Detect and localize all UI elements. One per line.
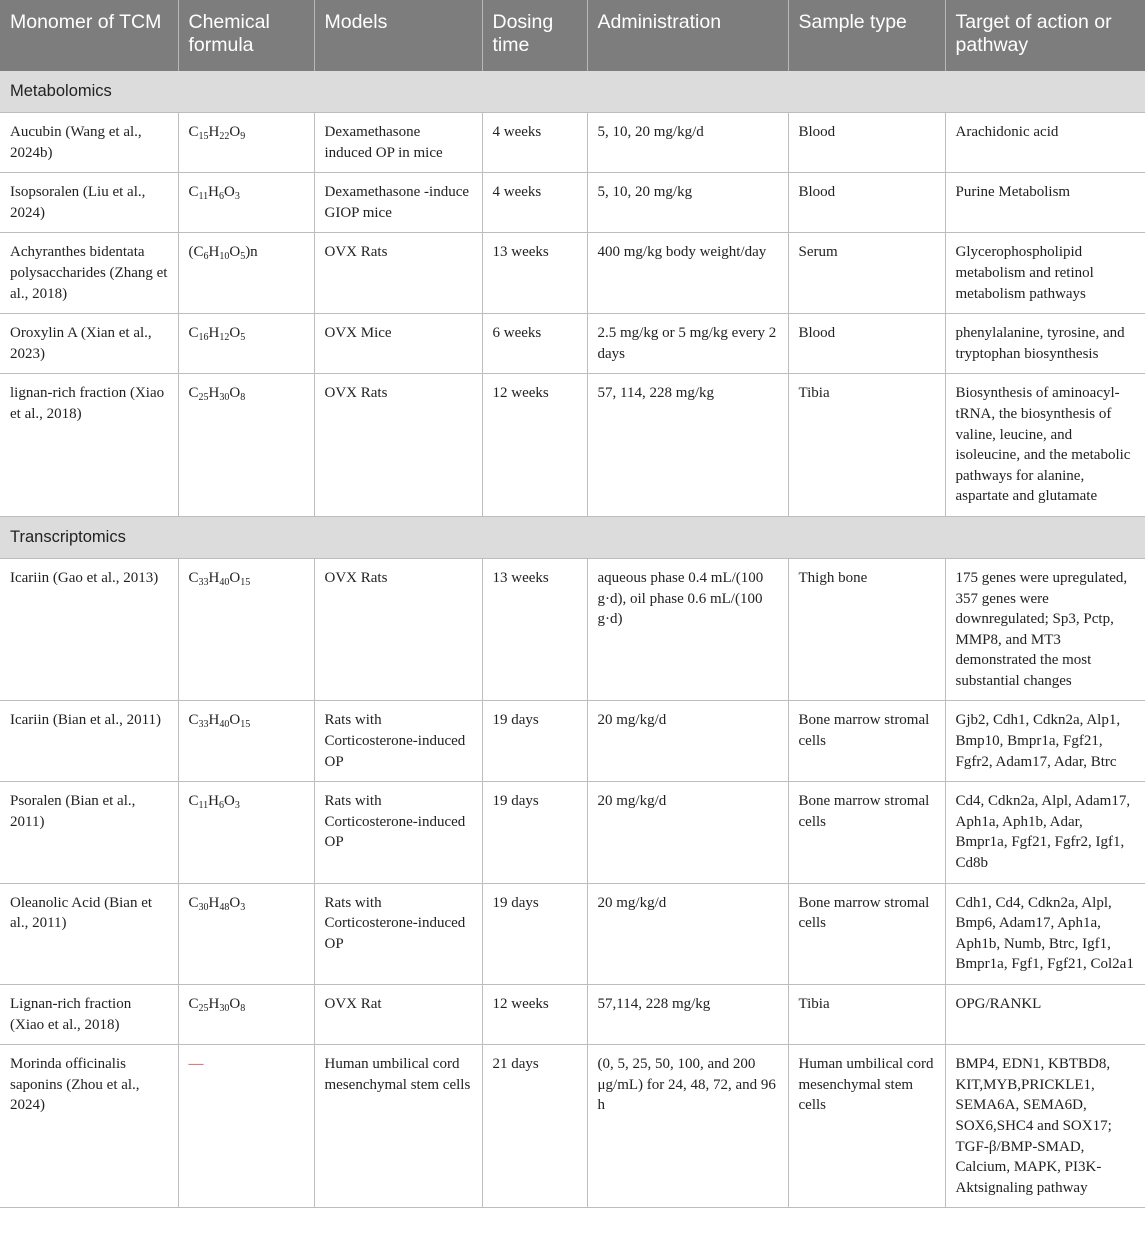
header-chemical-formula: Chemical formula — [178, 0, 314, 71]
formula-element: H — [208, 793, 219, 810]
formula-subscript: 48 — [219, 901, 230, 913]
formula-element: O — [229, 569, 241, 586]
formula-element: C — [188, 712, 199, 729]
cell-monomer: Icariin (Bian et al., 2011) — [0, 701, 178, 782]
cell-models: Dexamethasone -induce GIOP mice — [314, 173, 482, 233]
header-dosing-time: Dosing time — [482, 0, 587, 71]
cell-models: Rats with Corticosterone-induced OP — [314, 701, 482, 782]
section-title: Metabolomics — [0, 71, 1145, 113]
cell-target: BMP4, EDN1, KBTBD8, KIT,MYB,PRICKLE1, SEMA6A, SEMA6D, SOX6,SHC4 and SOX17; TGF-β/BMP-SMAD, Calcium, MAPK, PI3K-Aktsignaling pathway — [945, 1045, 1145, 1208]
cell-administration: 57, 114, 228 mg/kg — [587, 374, 788, 517]
cell-chemical-formula — [178, 113, 314, 173]
cell-chemical-formula — [178, 558, 314, 701]
formula-subscript: 40 — [219, 719, 230, 731]
formula-element: O — [229, 712, 241, 729]
formula-subscript: 6 — [203, 251, 209, 263]
table-row — [0, 374, 1145, 517]
cell-dosing-time: 12 weeks — [482, 374, 587, 517]
cell-dosing-time: 4 weeks — [482, 173, 587, 233]
cell-sample-type: Blood — [788, 113, 945, 173]
formula-subscript: 11 — [198, 191, 209, 203]
formula-element: H — [208, 712, 220, 729]
header-models: Models — [314, 0, 482, 71]
cell-models: Rats with Corticosterone-induced OP — [314, 883, 482, 984]
table-row — [0, 1045, 1145, 1208]
cell-sample-type: Serum — [788, 233, 945, 314]
cell-monomer: Aucubin (Wang et al., 2024b) — [0, 113, 178, 173]
formula-element: H — [208, 569, 220, 586]
formula-element: C — [188, 569, 199, 586]
cell-chemical-formula — [178, 782, 314, 883]
cell-administration: 2.5 mg/kg or 5 mg/kg every 2 days — [587, 314, 788, 374]
formula-subscript: 8 — [240, 392, 246, 404]
cell-models: OVX Rats — [314, 233, 482, 314]
cell-chemical-formula — [178, 233, 314, 314]
formula-element: O — [229, 894, 241, 911]
cell-models: Rats with Corticosterone-induced OP — [314, 782, 482, 883]
cell-monomer: Isopsoralen (Liu et al., 2024) — [0, 173, 178, 233]
cell-target: Arachidonic acid — [945, 113, 1145, 173]
cell-administration: 20 mg/kg/d — [587, 883, 788, 984]
header-monomer: Monomer of TCM — [0, 0, 178, 71]
header-target: Target of action or pathway — [945, 0, 1145, 71]
cell-target: 175 genes were upregulated, 357 genes were downregulated; Sp3, Pctp, MMP8, and MT3 demonstrated the most substantial changes — [945, 558, 1145, 701]
cell-models: OVX Rats — [314, 558, 482, 701]
cell-dosing-time: 13 weeks — [482, 558, 587, 701]
formula-subscript: 40 — [219, 576, 230, 588]
formula-subscript: 22 — [219, 131, 230, 142]
formula-element: C — [188, 793, 199, 810]
cell-monomer: Achyranthes bidentata polysaccharides (Zhang et al., 2018) — [0, 233, 178, 314]
cell-sample-type: Thigh bone — [788, 558, 945, 701]
cell-models: OVX Mice — [314, 314, 482, 374]
cell-target: Gjb2, Cdh1, Cdkn2a, Alp1, Bmp10, Bmpr1a, Fgf21, Fgfr2, Adam17, Adar, Btrc — [945, 701, 1145, 782]
formula-subscript: 3 — [240, 901, 246, 913]
formula-subscript: 8 — [240, 1003, 246, 1014]
formula-subscript: 33 — [198, 719, 209, 731]
table-row — [0, 558, 1145, 701]
cell-chemical-formula — [178, 374, 314, 517]
formula-subscript: 10 — [219, 251, 230, 263]
formula-subscript: 6 — [219, 191, 224, 203]
formula-element: H — [208, 996, 220, 1012]
table-row — [0, 985, 1145, 1045]
cell-administration: 5, 10, 20 mg/kg — [587, 173, 788, 233]
formula-element: C — [188, 996, 199, 1012]
formula-element: )n — [245, 244, 258, 261]
cell-sample-type: Bone marrow stromal cells — [788, 782, 945, 883]
formula-element: O — [229, 124, 241, 140]
cell-administration: (0, 5, 25, 50, 100, and 200 μg/mL) for 24, 48, 72, and 96 h — [587, 1045, 788, 1208]
formula-element: H — [208, 385, 220, 402]
formula-subscript: 15 — [240, 576, 251, 588]
formula-element: O — [229, 244, 241, 261]
cell-administration: 57,114, 228 mg/kg — [587, 985, 788, 1045]
cell-models: Dexamethasone induced OP in mice — [314, 113, 482, 173]
cell-monomer: Icariin (Gao et al., 2013) — [0, 558, 178, 701]
cell-target: Purine Metabolism — [945, 173, 1145, 233]
formula-subscript: 11 — [198, 800, 209, 812]
table-row — [0, 314, 1145, 374]
formula-subscript: 30 — [219, 392, 230, 404]
cell-dosing-time: 19 days — [482, 883, 587, 984]
table-row — [0, 782, 1145, 883]
cell-dosing-time: 19 days — [482, 782, 587, 883]
cell-target: Glycerophospholipid metabolism and retinol metabolism pathways — [945, 233, 1145, 314]
cell-chemical-formula — [178, 1045, 314, 1208]
table-row — [0, 701, 1145, 782]
formula-subscript: 25 — [198, 392, 209, 404]
cell-models: OVX Rats — [314, 374, 482, 517]
cell-administration: aqueous phase 0.4 mL/(100 g·d), oil phase 0.6 mL/(100 g·d) — [587, 558, 788, 701]
formula-subscript: 15 — [198, 131, 209, 142]
section-row — [0, 516, 1145, 558]
formula-element: O — [224, 184, 235, 201]
table-body — [0, 71, 1145, 1208]
cell-target: OPG/RANKL — [945, 985, 1145, 1045]
formula-element: O — [224, 793, 235, 810]
cell-monomer: lignan-rich fraction (Xiao et al., 2018) — [0, 374, 178, 517]
cell-dosing-time: 19 days — [482, 701, 587, 782]
cell-sample-type: Blood — [788, 173, 945, 233]
formula-subscript: 30 — [219, 1003, 230, 1014]
cell-chemical-formula — [178, 985, 314, 1045]
header-administration: Administration — [587, 0, 788, 71]
formula-subscript: 25 — [198, 1003, 209, 1014]
formula-element: O — [229, 385, 241, 402]
section-row — [0, 71, 1145, 113]
formula-element: C — [188, 325, 199, 342]
formula-subscript: 30 — [198, 901, 209, 913]
cell-monomer: Oroxylin A (Xian et al., 2023) — [0, 314, 178, 374]
formula-subscript: 16 — [198, 332, 209, 344]
cell-sample-type: Blood — [788, 314, 945, 374]
table-row — [0, 233, 1145, 314]
formula-element: C — [188, 184, 199, 201]
formula-element: C — [188, 385, 199, 402]
formula-subscript: 9 — [240, 131, 246, 142]
cell-administration: 20 mg/kg/d — [587, 782, 788, 883]
cell-models: Human umbilical cord mesenchymal stem cells — [314, 1045, 482, 1208]
cell-monomer: Lignan-rich fraction (Xiao et al., 2018) — [0, 985, 178, 1045]
formula-element: H — [208, 325, 220, 342]
formula-subscript: 33 — [198, 576, 209, 588]
formula-element: H — [208, 244, 220, 261]
formula-element: C — [188, 124, 199, 140]
cell-monomer: Oleanolic Acid (Bian et al., 2011) — [0, 883, 178, 984]
formula-element: C — [188, 894, 199, 911]
cell-dosing-time: 12 weeks — [482, 985, 587, 1045]
formula-subscript: 5 — [240, 332, 246, 344]
formula-element: — — [188, 1056, 204, 1073]
cell-chemical-formula — [178, 883, 314, 984]
formula-element: H — [208, 894, 220, 911]
header-sample-type: Sample type — [788, 0, 945, 71]
cell-chemical-formula — [178, 701, 314, 782]
table-row — [0, 883, 1145, 984]
formula-element: (C — [188, 244, 204, 261]
section-title: Transcriptomics — [0, 516, 1145, 558]
cell-target: phenylalanine, tyrosine, and tryptophan biosynthesis — [945, 314, 1145, 374]
cell-sample-type: Tibia — [788, 985, 945, 1045]
cell-chemical-formula — [178, 173, 314, 233]
formula-subscript: 12 — [219, 332, 230, 344]
cell-target: Cdh1, Cd4, Cdkn2a, Alpl, Bmp6, Adam17, Aph1a, Aph1b, Numb, Btrc, Igf1, Bmpr1a, Fgf1, Fgf21, Col2a1 — [945, 883, 1145, 984]
formula-element: O — [229, 325, 241, 342]
formula-element: O — [229, 996, 241, 1012]
cell-chemical-formula — [178, 314, 314, 374]
header-row — [0, 0, 1145, 71]
cell-dosing-time: 4 weeks — [482, 113, 587, 173]
cell-target: Cd4, Cdkn2a, Alpl, Adam17, Aph1a, Aph1b, Adar, Bmpr1a, Fgf21, Fgfr2, Igf1, Cd8b — [945, 782, 1145, 883]
cell-dosing-time: 6 weeks — [482, 314, 587, 374]
cell-sample-type: Bone marrow stromal cells — [788, 701, 945, 782]
cell-target: Biosynthesis of aminoacyl-tRNA, the biosynthesis of valine, leucine, and isoleucine, and the metabolic pathways for alanine, aspartate and glutamate — [945, 374, 1145, 517]
cell-monomer: Morinda officinalis saponins (Zhou et al., 2024) — [0, 1045, 178, 1208]
table-row — [0, 173, 1145, 233]
formula-element: H — [208, 124, 220, 140]
cell-sample-type: Bone marrow stromal cells — [788, 883, 945, 984]
formula-subscript: 3 — [234, 800, 240, 812]
formula-subscript: 3 — [234, 191, 240, 203]
cell-dosing-time: 13 weeks — [482, 233, 587, 314]
formula-element: H — [208, 184, 219, 201]
cell-dosing-time: 21 days — [482, 1045, 587, 1208]
cell-monomer: Psoralen (Bian et al., 2011) — [0, 782, 178, 883]
cell-models: OVX Rat — [314, 985, 482, 1045]
formula-subscript: 15 — [240, 719, 251, 731]
formula-subscript: 6 — [219, 800, 224, 812]
cell-administration: 5, 10, 20 mg/kg/d — [587, 113, 788, 173]
formula-subscript: 5 — [240, 251, 246, 263]
cell-administration: 20 mg/kg/d — [587, 701, 788, 782]
cell-sample-type: Tibia — [788, 374, 945, 517]
cell-administration: 400 mg/kg body weight/day — [587, 233, 788, 314]
cell-sample-type: Human umbilical cord mesenchymal stem cells — [788, 1045, 945, 1208]
table-row — [0, 113, 1145, 173]
